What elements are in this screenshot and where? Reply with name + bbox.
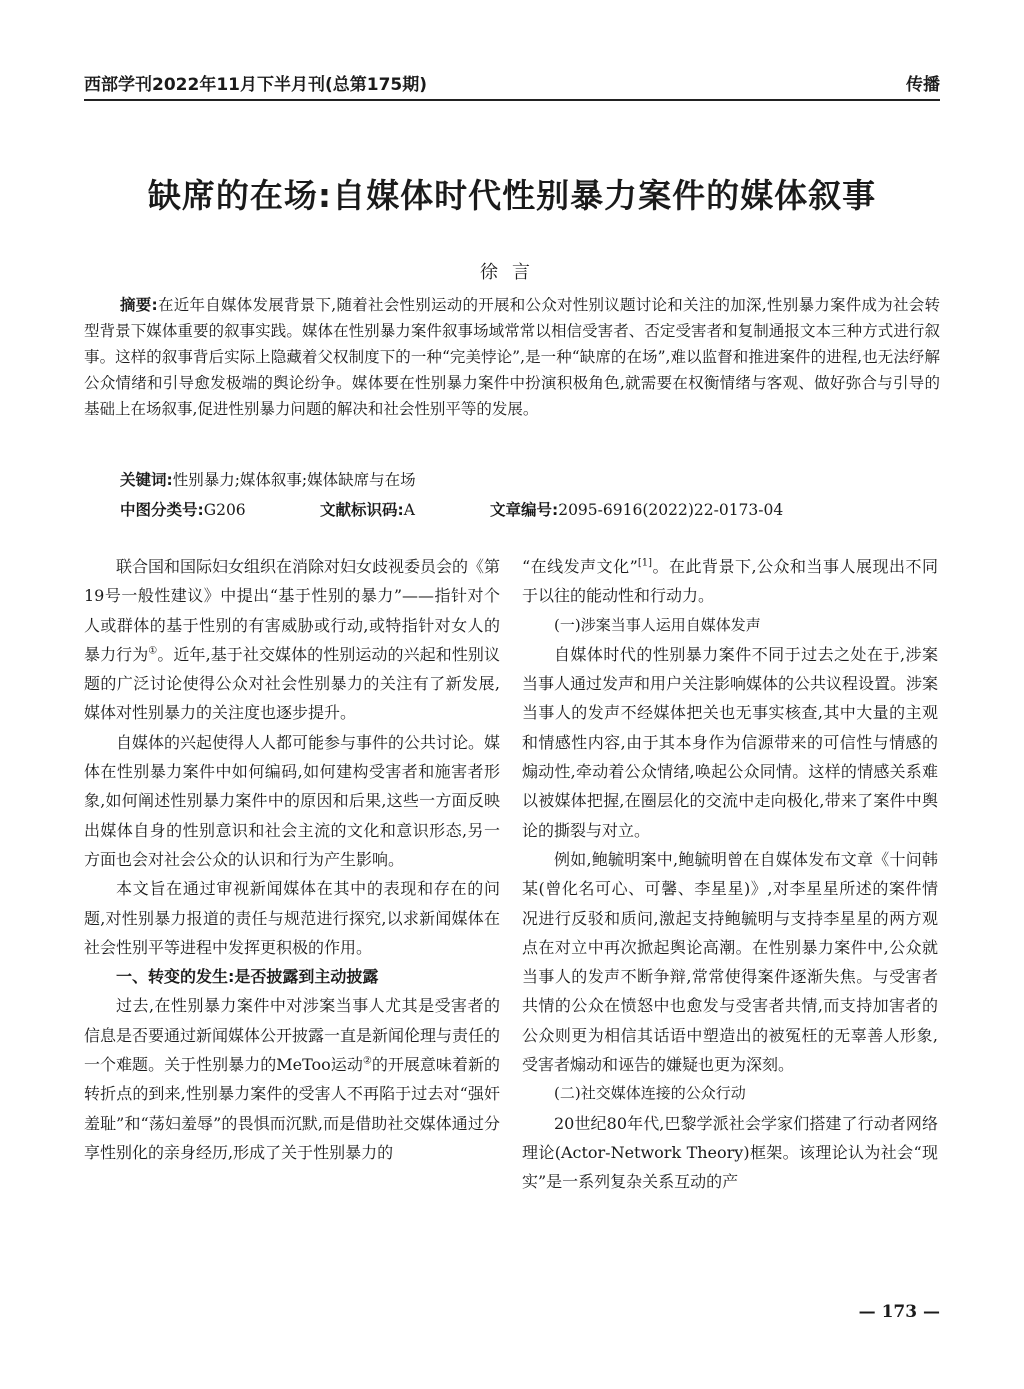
page-number: — 173 —	[858, 1302, 940, 1322]
clc-label: 中图分类号:	[120, 501, 204, 519]
journal-name: 西部学刊2022年11月下半月刊(总第175期)	[84, 75, 427, 95]
subsection-heading: (一)涉案当事人运用自媒体发声	[554, 615, 761, 634]
footnote-marker: ①	[148, 645, 158, 657]
left-column	[84, 552, 500, 1167]
body-paragraph: 过去,在性别暴力案件中对涉案当事人尤其是受害者的信息是否要通过新闻媒体公开披露一直是新闻伦理与责任的一个难题。关于性别暴力的MeToo运动②的开展意味着新的转折点的到来,性别暴力案件的受害人不再陷于过去对“强奸羞耻”和“荡妇羞辱”的畏惧而沉默,而是借助社交媒体通过分享性别化的亲身经历,形成了关于性别暴力的	[84, 996, 501, 1162]
keywords-text: 性别暴力;媒体叙事;媒体缺席与在场	[172, 471, 416, 489]
author-name: 徐言	[480, 262, 544, 283]
body-paragraph: 例如,鲍毓明案中,鲍毓明曾在自媒体发布文章《十问韩某(曾化名可心、可馨、李星星)》,对李星星所述的案件情况进行反驳和质问,激起支持鲍毓明与支持李星星的两方观点在对立中再次掀起舆论高潮。在性别暴力案件中,公众就当事人的发声不断争辩,常常使得案件逐渐失焦。与受害者共情的公众在愤怒中也愈发与受害者共情,而支持加害者的公众则更为相信其话语中塑造出的被冤枉的无辜善人形象,受害者煽动和诬告的嫌疑也更为深刻。	[522, 849, 938, 1075]
header-rule	[84, 99, 940, 101]
body-paragraph: 联合国和国际妇女组织在消除对妇女歧视委员会的《第19号一般性建议》中提出“基于性别的暴力”——指针对个人或群体的基于性别的有害威胁或行动,或特指针对女人的暴力行为①。近年,基于社交媒体的性别运动的兴起和性别议题的广泛讨论使得公众对社会性别暴力的关注有了新发展,媒体对性别暴力的关注度也逐步提升。	[84, 557, 501, 723]
abstract	[84, 292, 940, 422]
clc-value: G206	[203, 501, 246, 519]
abstract-label: 摘要:	[120, 296, 158, 314]
article-number-value: 2095-6916(2022)22-0173-04	[558, 501, 784, 519]
doc-code-value: A	[403, 501, 415, 519]
body-paragraph: “在线发声文化”[1]。在此背景下,公众和当事人展现出不同于以往的能动性和行动力。	[522, 557, 938, 606]
right-column	[522, 552, 938, 1197]
abstract-text: 在近年自媒体发展背景下,随着社会性别运动的开展和公众对性别议题讨论和关注的加深,性别暴力案件成为社会转型背景下媒体重要的叙事实践。媒体在性别暴力案件叙事场域常常以相信受害者、否定受害者和复制通报文本三种方式进行叙事。这样的叙事背后实际上隐藏着父权制度下的一种“完美悖论”,是一种“缺席的在场”,难以监督和推进案件的进程,也无法纾解公众情绪和引导愈发极端的舆论纷争。媒体要在性别暴力案件中扮演积极角色,就需要在权衡情绪与客观、做好弥合与引导的基础上在场叙事,促进性别暴力问题的解决和社会性别平等的发展。	[84, 296, 941, 418]
classification-line	[120, 498, 940, 520]
keywords-label: 关键词:	[120, 471, 173, 489]
body-paragraph: 20世纪80年代,巴黎学派社会学家们搭建了行动者网络理论(Actor-Network Theory)框架。该理论认为社会“现实”是一系列复杂关系互动的产	[522, 1113, 938, 1192]
footnote-marker: ②	[362, 1055, 372, 1067]
body-paragraph: 自媒体的兴起使得人人都可能参与事件的公共讨论。媒体在性别暴力案件中如何编码,如何建构受害者和施害者形象,如何阐述性别暴力案件中的原因和后果,这些一方面反映出媒体自身的性别意识和社会主流的文化和意识形态,另一方面也会对社会公众的认识和行为产生影响。	[84, 732, 501, 869]
body-paragraph: 自媒体时代的性别暴力案件不同于过去之处在于,涉案当事人通过发声和用户关注影响媒体的公共议程设置。涉案当事人的发声不经媒体把关也无事实核查,其中大量的主观和情感性内容,由于其本身作为信源带来的可信性与情感的煽动性,牵动着公众情绪,唤起公众同情。这样的情感关系难以被媒体把握,在圈层化的交流中走向极化,带来了案件中舆论的撕裂与对立。	[522, 644, 939, 840]
reference-marker: [1]	[637, 557, 652, 569]
running-header	[84, 70, 940, 100]
keywords	[120, 468, 416, 490]
article-number-label: 文章编号:	[490, 501, 559, 519]
doc-code-label: 文献标识码:	[320, 501, 404, 519]
section-heading: 一、转变的发生:是否披露到主动披露	[116, 967, 379, 987]
body-paragraph: 本文旨在通过审视新闻媒体在其中的表现和存在的问题,对性别暴力报道的责任与规范进行探究,以求新闻媒体在社会性别平等进程中发挥更积极的作用。	[84, 879, 500, 957]
article-title: 缺席的在场:自媒体时代性别暴力案件的媒体叙事	[147, 176, 877, 215]
section-name: 传播	[906, 75, 940, 95]
subsection-heading: (二)社交媒体连接的公众行动	[554, 1084, 746, 1103]
